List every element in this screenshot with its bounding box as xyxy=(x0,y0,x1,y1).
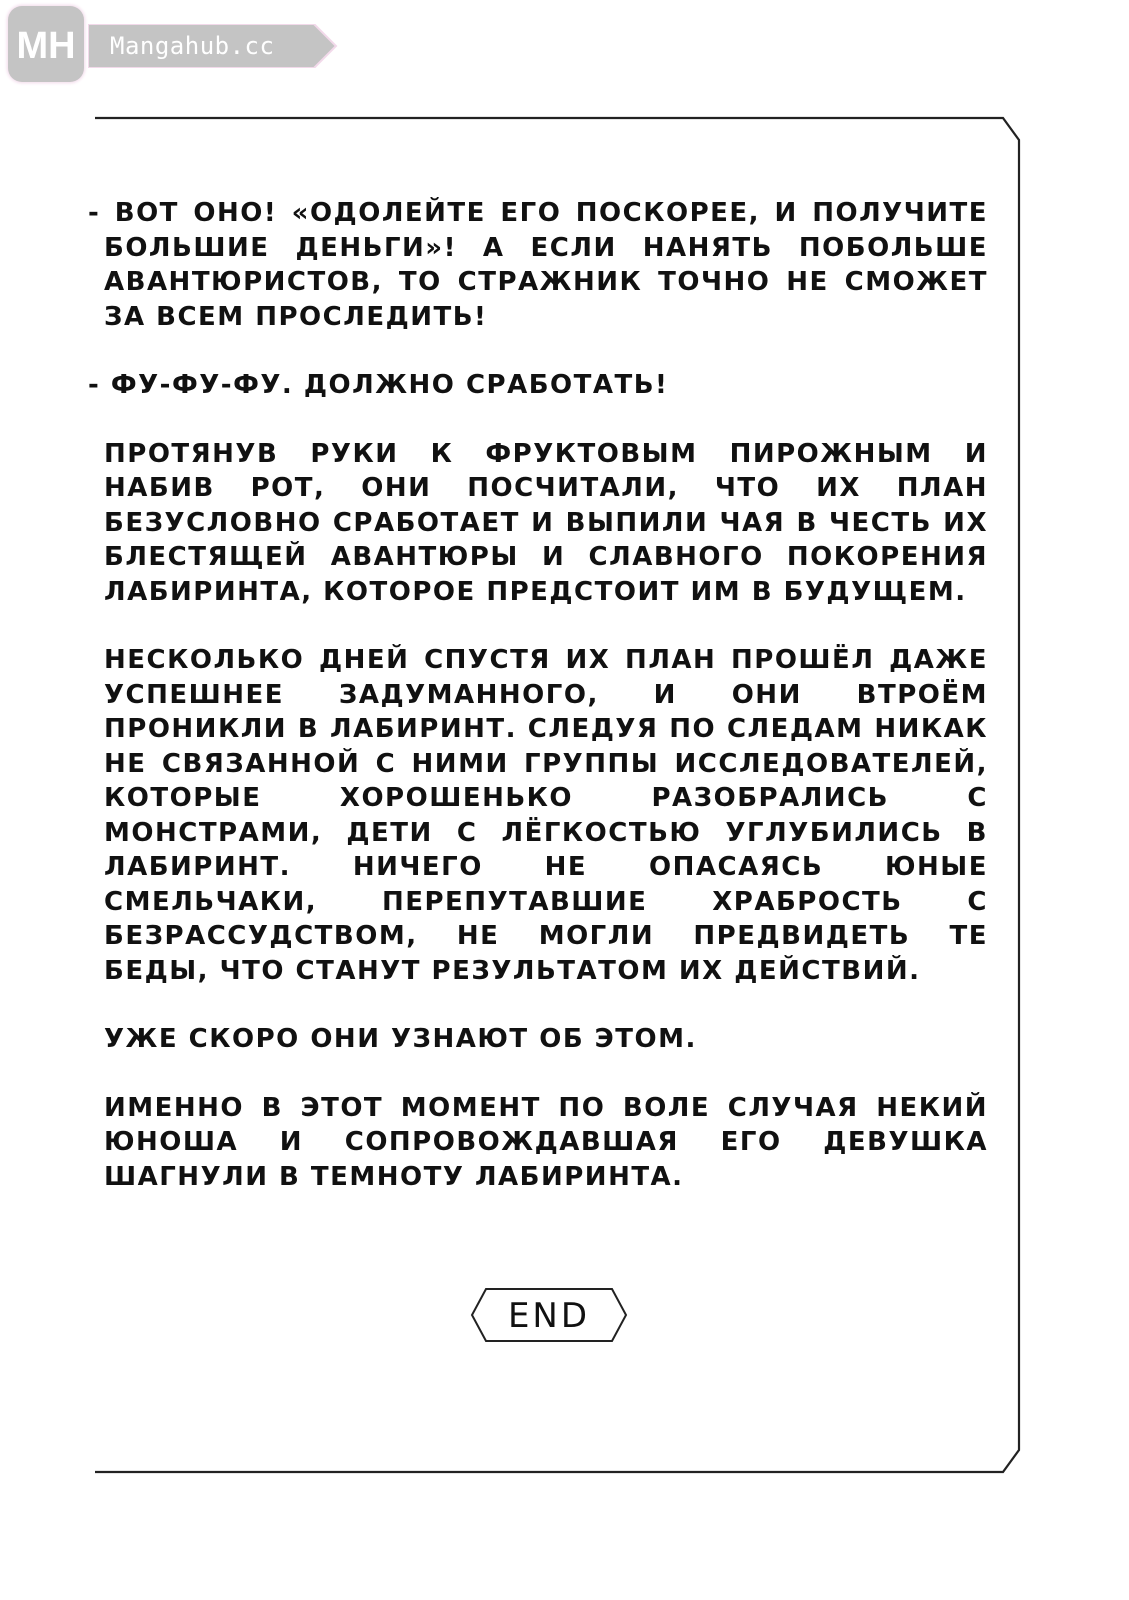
paragraph-dialog-2: - ФУ-ФУ-ФУ. ДОЛЖНО СРАБОТАТЬ! xyxy=(88,370,669,400)
paragraph-narration-4: ИМЕННО В ЭТОТ МОМЕНТ ПО ВОЛЕ СЛУЧАЯ НЕКИЙ ЮНОША И СОПРОВОЖДАВШАЯ ЕГО ДЕВУШКА ШАГНУЛИ В ТЕМНОТУ ЛАБИРИНТА. xyxy=(104,1092,988,1192)
end-label: END xyxy=(507,1296,591,1336)
svg-text:MH: MH xyxy=(16,25,76,67)
watermark-site-text: Mangahub.cc xyxy=(110,32,275,60)
end-badge xyxy=(470,1288,628,1342)
paragraph-narration-2: НЕСКОЛЬКО ДНЕЙ СПУСТЯ ИХ ПЛАН ПРОШЁЛ ДАЖЕ УСПЕШНЕЕ ЗАДУМАННОГО, И ОНИ ВТРОЁМ ПРОНИКЛИ В ЛАБИРИНТ. СЛЕДУЯ ПО СЛЕДАМ НИКАК НЕ СВЯЗАННОЙ С НИМИ ГРУППЫ ИССЛЕДОВАТЕЛЕЙ, КОТОРЫЕ ХОРОШЕНЬКО РАЗОБРАЛИСЬ С МОНСТРАМИ, ДЕТИ С ЛЁГКОСТЬЮ УГЛУБИЛИСЬ В ЛАБИРИНТ. НИЧЕГО НЕ ОПАСАЯСЬ ЮНЫЕ СМЕЛЬЧАКИ, ПЕРЕПУТАВШИЕ ХРАБРОСТЬ С БЕЗРАССУДСТВОМ, НЕ МОГЛИ ПРЕДВИДЕТЬ ТЕ БЕДЫ, ЧТО СТАНУТ РЕЗУЛЬТАТОМ ИХ ДЕЙСТВИЙ. xyxy=(104,645,988,986)
paragraph-dialog-1: - ВОТ ОНО! «ОДОЛЕЙТЕ ЕГО ПОСКОРЕЕ, И ПОЛУЧИТЕ БОЛЬШИЕ ДЕНЬГИ»! А ЕСЛИ НАНЯТЬ ПОБОЛЬШЕ АВАНТЮРИСТОВ, ТО СТРАЖНИК ТОЧНО НЕ СМОЖЕТ ЗА ВСЕМ ПРОСЛЕДИТЬ! xyxy=(88,198,988,332)
paragraph-narration-3: УЖЕ СКОРО ОНИ УЗНАЮТ ОБ ЭТОМ. xyxy=(104,1024,697,1054)
story-text xyxy=(88,196,988,1228)
paragraph-narration-1: ПРОТЯНУВ РУКИ К ФРУКТОВЫМ ПИРОЖНЫМ И НАБИВ РОТ, ОНИ ПОСЧИТАЛИ, ЧТО ИХ ПЛАН БЕЗУСЛОВНО СРАБОТАЕТ И ВЫПИЛИ ЧАЯ В ЧЕСТЬ ИХ БЛЕСТЯЩЕЙ АВАНТЮРЫ И СЛАВНОГО ПОКОРЕНИЯ ЛАБИРИНТА, КОТОРОЕ ПРЕДСТОИТ ИМ В БУДУЩЕМ. xyxy=(104,438,988,607)
